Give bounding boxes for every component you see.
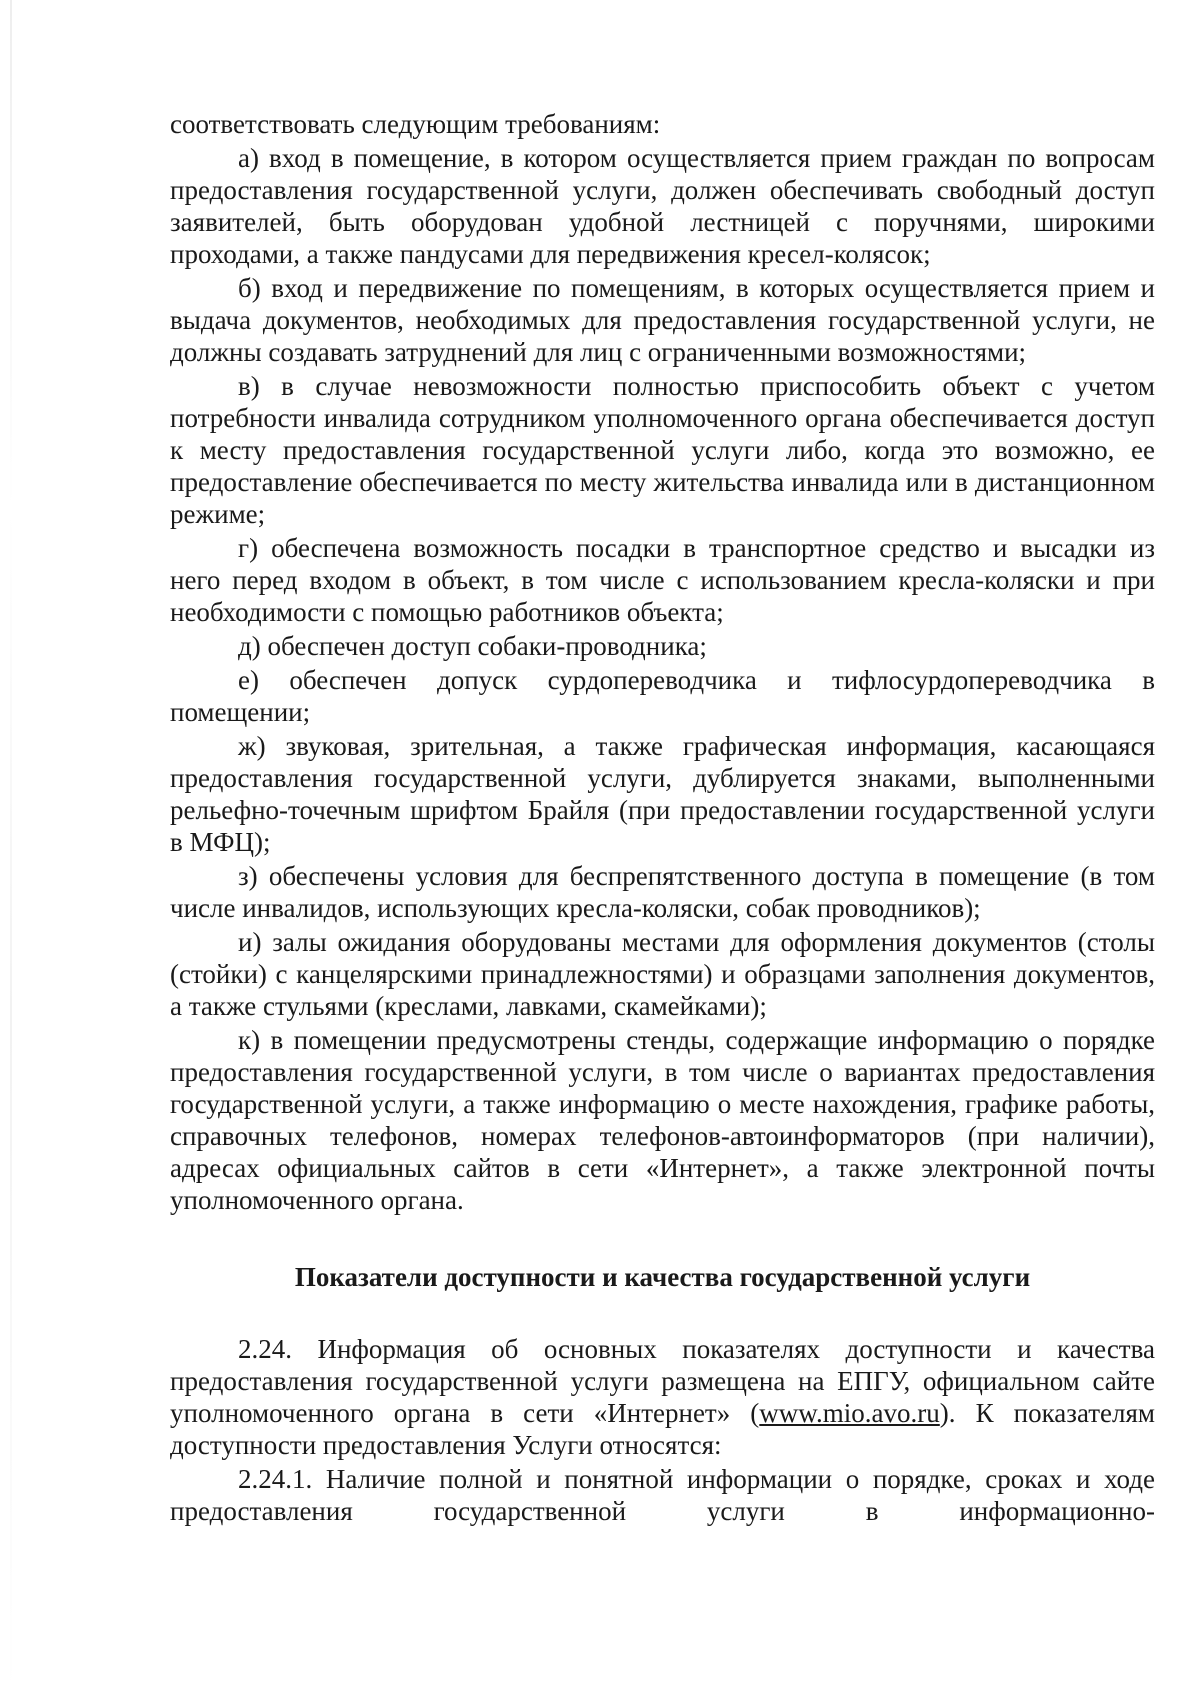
requirement-item-d: д) обеспечен доступ собаки-проводника; (238, 631, 707, 661)
requirement-item-k: к) в помещении предусмотрены стенды, содержащие информацию о порядке предоставления государственной услуги, в том числе о вариантах предоставления государственной услуги, а также информацию о месте нахождения, графике работы, справочных телефонов, номерах телефонов-автоинформаторов (при наличии), адресах официальных сайтов в сети «Интернет», а также электронной почты уполномоченного органа. (170, 1025, 1155, 1215)
requirement-item-a: а) вход в помещение, в котором осуществляется прием граждан по вопросам предоставления государственной услуги, должен обеспечивать свободный доступ заявителей, быть оборудован удобной лестницей с поручнями, широкими проходами, а также пандусами для передвижения кресел-колясок; (170, 143, 1155, 269)
requirement-item-z: з) обеспечены условия для беспрепятственного доступа в помещение (в том числе инвалидов, использующих кресла-коляски, собак проводников); (170, 861, 1155, 923)
requirement-item-i: и) залы ожидания оборудованы местами для оформления документов (столы (стойки) с канцелярскими принадлежностями) и образцами заполнения документов, а также стульями (креслами, лавками, скамейками); (170, 927, 1155, 1021)
requirement-item-zh: ж) звуковая, зрительная, а также графическая информация, касающаяся предоставления государственной услуги, дублируется знаками, выполненными рельефно-точечным шрифтом Брайля (при предоставлении государственной услуги в МФЦ); (170, 731, 1155, 857)
document-page (170, 108, 1155, 1529)
requirement-item-g: г) обеспечена возможность посадки в транспортное средство и высадки из него перед входом в объект, в том числе с использованием кресла-коляски и при необходимости с помощью работников объекта; (170, 533, 1155, 627)
scan-margin-artifact (10, 0, 12, 1696)
section-2-24-text-end: ). К показателям доступности предоставления Услуги относятся: (170, 1398, 1156, 1460)
requirement-item-b: б) вход и передвижение по помещениям, в которых осуществляется прием и выдача документов, необходимых для предоставления государственной услуги, не должны создавать затруднений для лиц с ограниченными возможностями; (170, 273, 1155, 367)
section-2-24-paragraph (170, 1333, 1155, 1461)
section-2-24-1-paragraph: 2.24.1. Наличие полной и понятной информации о порядке, сроках и ходе предоставления государственной услуги в информационно- (170, 1464, 1155, 1526)
website-link[interactable]: www.mio.avo.ru (759, 1398, 940, 1428)
section-heading: Показатели доступности и качества государственной услуги (294, 1262, 1031, 1292)
requirement-item-e: е) обеспечен допуск сурдопереводчика и тифлосурдопереводчика в помещении; (170, 665, 1155, 727)
intro-line: соответствовать следующим требованиям: (170, 109, 661, 139)
requirement-item-v: в) в случае невозможности полностью приспособить объект с учетом потребности инвалида сотрудником уполномоченного органа обеспечивается доступ к месту предоставления государственной услуги либо, когда это возможно, ее предоставление обеспечивается по месту жительства инвалида или в дистанционном режиме; (170, 371, 1155, 529)
section-2-24-text-start: 2.24. Информация об основных показателях доступности и качества предоставления государственной услуги размещена на ЕПГУ, официальном сайте уполномоченного органа в сети «Интернет» ( (170, 1334, 1155, 1428)
